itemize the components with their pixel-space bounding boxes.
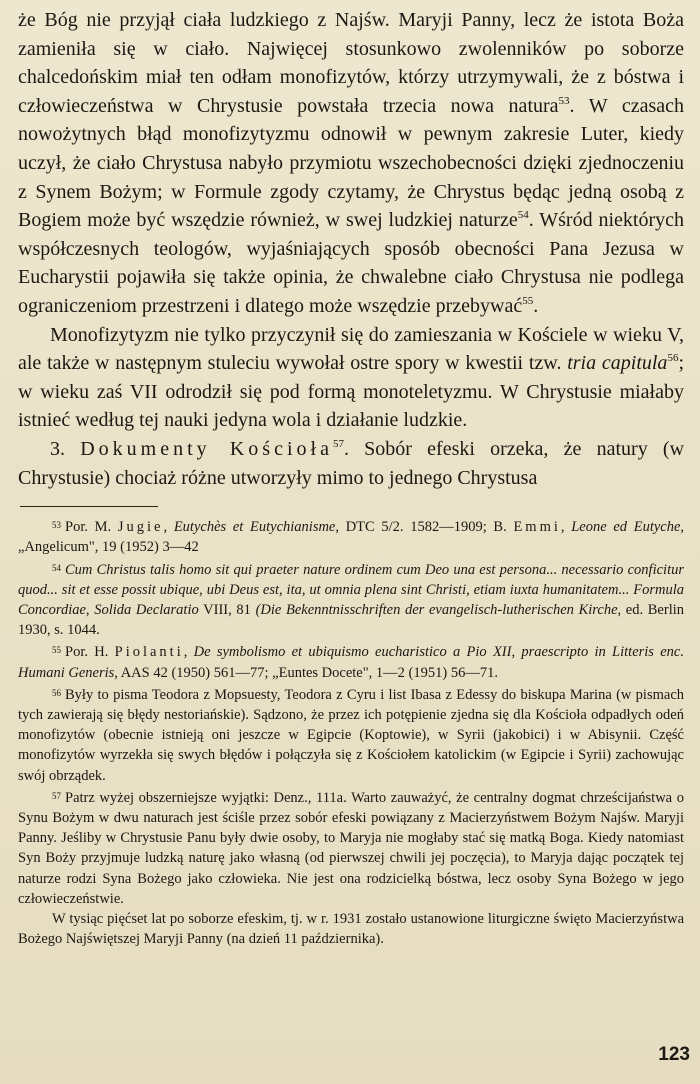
work-title: (Die Bekenntnisschriften der evangelisch-lutherischen Kirche — [255, 601, 618, 618]
text-span: . Wśród niektórych współczesnych teologów, wyjaśniających sposób obecności Pana Jezusa w Eucharystii pojawiła się także opinia, że chwalebne ciało Chrystusa nie podlega ograniczeniom przestrzeni i dlatego może wszędzie przebywać — [18, 209, 684, 317]
work-title: Leone ed Eutyche — [571, 519, 681, 536]
main-text — [18, 6, 684, 492]
text-span: . — [533, 294, 539, 317]
paragraph-1 — [18, 6, 684, 321]
footnote-56 — [18, 683, 684, 786]
footnote-57 — [18, 786, 684, 909]
text-span: , — [183, 644, 188, 661]
paragraph-3 — [18, 435, 684, 492]
footnote-number: 53 — [52, 520, 61, 531]
footnote-ref-54[interactable]: 54 — [517, 209, 529, 222]
footnote-number: 54 — [52, 562, 61, 573]
footnote-number: 55 — [52, 645, 61, 656]
footnote-ref-57[interactable]: 57 — [332, 437, 344, 450]
text-span: Patrz wyżej obszerniejsze wyjątki: Denz., 111a. Warto zauważyć, że centralny dogmat chrześcijaństwa o Synu Bożym w dwu naturach jest ściśle przez sobór efeski powiązany z Macierzyństwem Bożym Najśw. Maryji Panny. Jeśliby w Chrystusie Panu były dwie osoby, to Maryja nie mogłaby stać się matką Boga. Kiedy natomiast Syn Boży przyjmuje ludzką naturę jako własną (od pierwszej chwili jej poczęcia), to Maryja dając początek tej naturze rodzi Syna Bożego jako człowieka. Nie jest ona rodzicielką bóstwa, lecz osoby Syna Bożego w jego człowieczeństwie. — [18, 789, 684, 907]
text-span: VIII, 81 — [203, 601, 251, 618]
footnotes — [18, 515, 684, 949]
footnote-ref-55[interactable]: 55 — [522, 294, 534, 307]
italic-term: tria capitula — [567, 352, 668, 375]
text-span: , „Angelicum", 19 (1952) 3—42 — [18, 519, 685, 556]
footnote-divider — [20, 506, 158, 507]
footnote-54 — [18, 558, 684, 641]
paragraph-2 — [18, 321, 684, 435]
text-span: Por. M. — [65, 519, 112, 536]
text-span: że Bóg nie przyjął ciała ludzkiego z Najśw. Maryji Panny, lecz że istota Boża zamieniła się w ciało. Najwięcej stosunkowo zwolenników po soborze chalcedońskim miał ten odłam monofizytów, którzy utrzymywali, że z bóstwa i człowieczeństwa w Chrystusie powstała trzecia nowa natura — [18, 9, 684, 117]
text-span: . Sobór efeski orzeka, że natury (w Chrystusie) chociaż różne utworzyły mimo to jednego Chrystusa — [18, 437, 685, 489]
text-span: , — [163, 519, 168, 536]
text-span: , — [560, 519, 565, 536]
text-span: Por. H. — [65, 644, 109, 661]
footnote-ref-56[interactable]: 56 — [667, 352, 679, 365]
author-name: Piolanti — [114, 644, 184, 661]
footnote-57-continued: W tysiąc pięćset lat po soborze efeskim, tj. w r. 1931 zostało ustanowione liturgiczne święto Macierzyństwa Bożego Najświętszej Maryji Panny (na dzień 11 października). — [18, 910, 684, 948]
author-name: Jugie — [117, 519, 164, 536]
footnote-number: 56 — [52, 687, 61, 698]
text-span: ; w wieku zaś VII odrodził się pod formą monoteletyzmu. W Chrystusie miałaby istnieć według tej nauki jedyna wola i działanie ludzkie. — [18, 352, 684, 432]
author-name: Emmi — [513, 519, 561, 536]
text-span: Były to pisma Teodora z Mopsuesty, Teodora z Cyru i list Ibasa z Edessy do biskupa Marina (w pismach tych zawierają się błędy nestoriańskie). Sądzono, że przez ich potępienie zjedna się dla Kościoła odpadłych odeń monofizytów (obecnie istnieją oni jeszcze w Egipcie (Koptowie), w Syrii (jakobici) i w Abisynii. Część monofizytów wyrzekła się swych błędów i połączyła się z Kościołem katolickim (w Egipcie i Syrii) zachowując swój obrządek. — [18, 686, 684, 784]
text-span: , ed. Berlin 1930, s. 1044. — [18, 601, 685, 639]
section-heading: Dokumenty Kościoła — [80, 437, 333, 460]
text-span: , DTC 5/2. 1582—1909; B. — [335, 519, 507, 536]
footnote-ref-53[interactable]: 53 — [558, 94, 570, 107]
work-title: Eutychès et Eutychianisme — [173, 519, 336, 536]
text-span: , AAS 42 (1950) 561—77; „Euntes Docete", 1—2 (1951) 56—71. — [114, 664, 498, 681]
text-span: . W czasach nowożytnych błąd monofizytyzmu odnowił w pewnym zakresie Luter, kiedy uczył, że ciało Chrystusa nabyło przymiotu wszechobecności dzięki zjednoczeniu z Synem Bożym; w Formule zgody czytamy, że Chrystus będąc jedną osobą z Bogiem może być wszędzie również, w swej ludzkiej naturze — [18, 94, 684, 232]
section-number: 3. — [50, 437, 65, 460]
footnote-number: 57 — [52, 790, 61, 801]
latin-quote: Cum Christus talis homo sit qui praeter nature ordinem cum Deo una est persona... necessario conficitur quod... sit et esse possit ubique, ubi Deus est, ita, ut omnia plena sint Christi, etiam iuxta humanitatem... Formula Concordiae, Solida Declaratio — [18, 561, 684, 618]
page-number: 123 — [658, 1044, 690, 1065]
footnote-53 — [18, 515, 684, 557]
footnote-55 — [18, 640, 684, 682]
text-span: Monofizytyzm nie tylko przyczynił się do zamieszania w Kościele w wieku V, ale także w następnym stuleciu wywołał ostre spory w kwestii tzw. — [18, 323, 684, 375]
work-title: De symbolismo et ubiquismo eucharistico a Pio XII, praescripto in Litteris enc. Humani Generis — [18, 644, 684, 681]
